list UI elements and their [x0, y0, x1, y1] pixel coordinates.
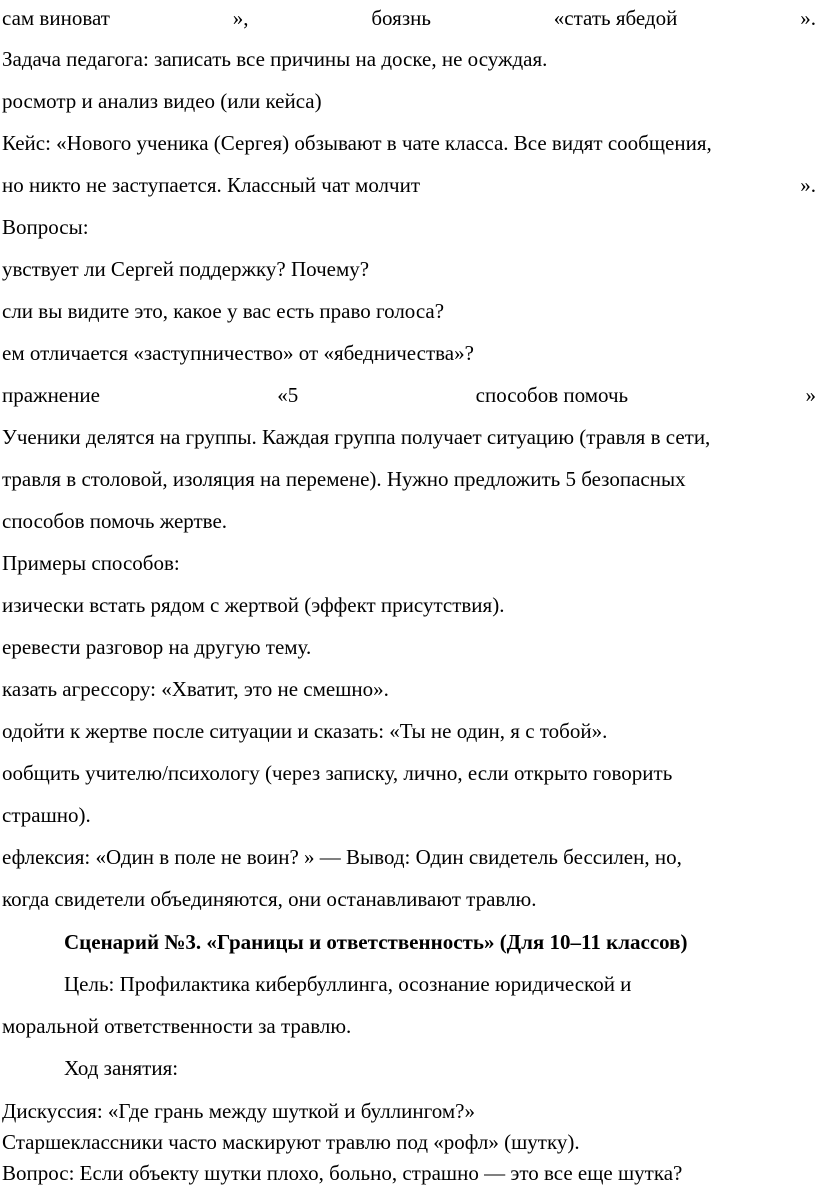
- text-fragment: сам виноват: [2, 6, 110, 30]
- text-line-5: [2, 172, 816, 198]
- section-heading: Сценарий №3. «Границы и ответственность» (Для 10–11 классов): [64, 930, 688, 954]
- text-line-3: росмотр и анализ видео (или кейса): [2, 89, 322, 113]
- text-fragment: но никто не заступается. Классный чат молчит: [2, 173, 421, 197]
- text-fragment: боязнь: [371, 6, 431, 30]
- text-fragment: «стать ябедой: [553, 6, 678, 30]
- text-line-19: ообщить учителю/психологу (через записку, лично, если открыто говорить: [2, 761, 673, 785]
- text-line-26: Ход занятия:: [64, 1056, 179, 1080]
- text-line-12: травля в столовой, изоляция на перемене). Нужно предложить 5 безопасных: [2, 467, 686, 491]
- text-line-8: сли вы видите это, какое у вас есть право голоса?: [2, 299, 445, 323]
- text-line-6: Вопросы:: [2, 215, 89, 239]
- text-line-1: [2, 5, 816, 31]
- text-line-25: моральной ответственности за травлю.: [2, 1014, 352, 1038]
- text-line-16: еревести разговор на другую тему.: [2, 635, 312, 659]
- text-fragment: ».: [800, 173, 816, 197]
- text-line-7: увствует ли Сергей поддержку? Почему?: [2, 257, 370, 281]
- text-line-10: [2, 382, 816, 408]
- text-line-18: одойти к жертве после ситуации и сказать: «Ты не один, я с тобой».: [2, 719, 608, 743]
- text-line-27: Дискуссия: «Где грань между шуткой и буллингом?»: [2, 1099, 475, 1123]
- text-line-24: Цель: Профилактика кибербуллинга, осознание юридической и: [64, 972, 632, 996]
- text-fragment: ».: [800, 6, 816, 30]
- text-fragment: «5: [277, 383, 299, 407]
- text-line-11: Ученики делятся на группы. Каждая группа получает ситуацию (травля в сети,: [2, 425, 711, 449]
- text-line-13: способов помочь жертве.: [2, 509, 228, 533]
- text-fragment: »,: [232, 6, 249, 30]
- text-line-2: Задача педагога: записать все причины на доске, не осуждая.: [2, 47, 548, 71]
- text-line-17: казать агрессору: «Хватит, это не смешно».: [2, 677, 389, 701]
- text-line-28: Старшеклассники часто маскируют травлю под «рофл» (шутку).: [2, 1130, 580, 1154]
- text-fragment: способов помочь: [475, 383, 629, 407]
- text-fragment: пражнение: [2, 383, 100, 407]
- text-line-21: ефлексия: «Один в поле не воин? » — Вывод: Один свидетель бессилен, но,: [2, 845, 682, 869]
- text-line-29: Вопрос: Если объекту шутки плохо, больно, страшно — это все еще шутка?: [2, 1161, 683, 1185]
- text-line-22: когда свидетели объединяются, они останавливают травлю.: [2, 887, 537, 911]
- text-line-15: изически встать рядом с жертвой (эффект присутствия).: [2, 593, 505, 617]
- text-line-4: Кейс: «Нового ученика (Сергея) обзывают в чате класса. Все видят сообщения,: [2, 131, 712, 155]
- text-line-9: ем отличается «заступничество» от «ябедничества»?: [2, 341, 474, 365]
- text-line-20: страшно).: [2, 803, 91, 827]
- text-fragment: »: [805, 383, 816, 407]
- text-line-14: Примеры способов:: [2, 551, 180, 575]
